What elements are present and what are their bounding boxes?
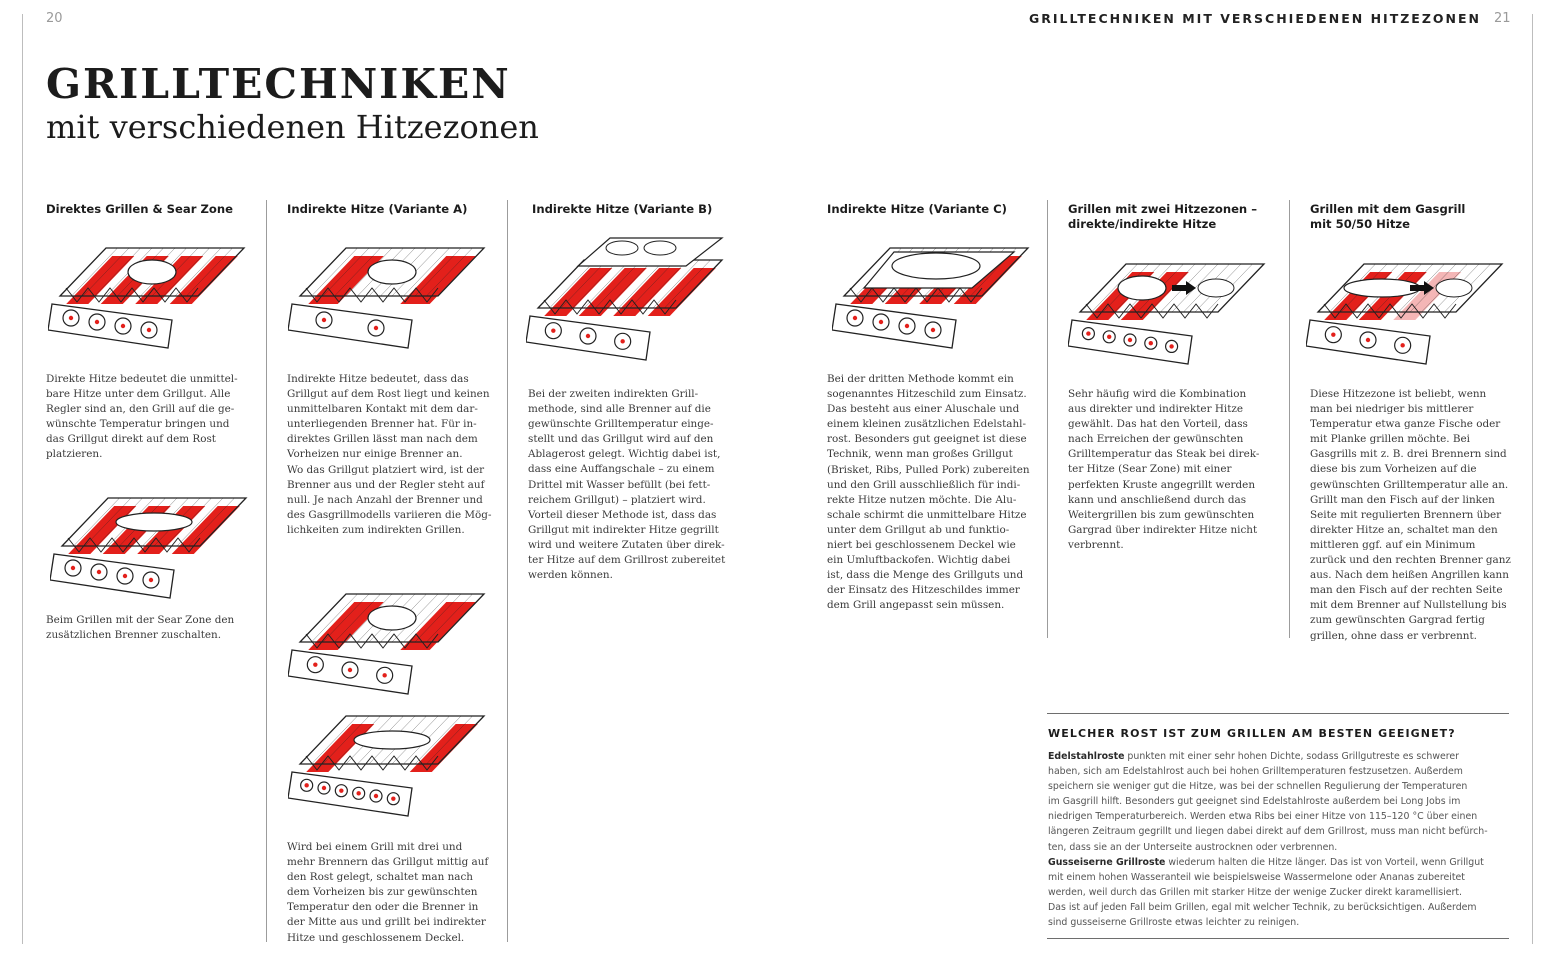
steak	[368, 260, 416, 284]
illustration-two-zone	[1068, 252, 1268, 376]
fish	[1344, 279, 1420, 297]
illustration-indirect-c	[832, 236, 1032, 360]
running-head: GRILLTECHNIKEN MIT VERSCHIEDENEN HITZEZONEN	[1028, 11, 1481, 26]
box-lead-cast-iron: Gusseiserne Grillroste	[1048, 856, 1166, 868]
column-heading-fifty-fifty: Grillen mit dem Gasgrill mit 50/50 Hitze	[1310, 202, 1466, 231]
column-text-indirect-a: Indirekte Hitze bedeutet, dass das Grillgut auf dem Rost liegt und keinen unmittelbaren Kontakt mit dem dar- unterliegenden Brenner hat. Für in- direktes Grillen lässt man nach dem Vorheizen nur einige Brenner an. Wo das Grillgut platziert wird, ist der Brenner aus und der Regler steht auf null. Je nach Anzahl der Brenner und des Gasgrillmodells variieren die Mög- lichkeiten zum indirekten Grillen.	[287, 373, 492, 536]
grill-indirect-a-six	[288, 716, 484, 816]
burner-flame	[308, 256, 383, 304]
column-text-indirect-b: Bei der zweiten indirekten Grill- methode, sind alle Brenner auf die gewünschte Grilltemperatur einge- stellt und das Grillgut wird auf den Ablagerost gelegt. Wichtig dabei ist, dass eine Auffangschale – zu einem Drittel mit Wasser befüllt (bei fett- reichem Grillgut) – platziert wird. Vorteil dieser Methode ist, dass das Grillgut mit indirekter Hitze gegrillt wird und weitere Zutaten über direk- ter Hitze auf dem Grillrost zubereitet werden können.	[528, 388, 726, 582]
box-text-stainless: punkten mit einer sehr hohen Dichte, sodass Grillgutreste es schwerer haben, sich am Edelstahlrost auch bei hohen Grilltemperaturen festzusetzen. Außerdem speichern sie weniger gut die Hitze, was bei der schnellen Regulierung der Temperaturen im Gasgrill hilft. Besonders gut geeignet sind Edelstahlroste außerdem bei Long Jobs im niedrigen Temperaturbereich. Werden etwa Ribs bei einer Hitze von 115–120 °C über einen längeren Zeitraum gegrillt und liegen dabei direkt auf dem Grillrost, muss man nicht befürch- ten, dass sie an der Unterseite austrocknen oder verbrennen.	[1048, 751, 1488, 853]
steak	[644, 241, 676, 255]
column-text-sear-zone: Beim Grillen mit der Sear Zone den zusätzlichen Brenner zuschalten.	[46, 614, 235, 642]
steak	[128, 260, 176, 284]
column-text-indirect-a-2: Wird bei einem Grill mit drei und mehr Brennern das Grillgut mittig auf den Rost gelegt, schaltet man nach dem Vorheizen bis zur gewünschten Temperatur den oder die Brenner in der Mitte aus und grillt bei indirekter Hitze und geschlossenem Deckel.	[287, 841, 489, 944]
column-text-fifty-fifty: Diese Hitzezone ist beliebt, wenn man bei niedriger bis mittlerer Temperatur etwa ganze Fische oder mit Planke grillen möchte. Bei Gasgrills mit z. B. drei Brennern sind diese bis zum Vorheizen auf die gewünschten Grilltemperatur alle an. Grillt man den Fisch auf der linken Seite mit regulierten Brennern über direkter Hitze an, schaltet man den mittleren ggf. auf ein Minimum zurück und den rechten Brenner ganz aus. Nach dem heißen Angrillen kann man den Fisch auf der rechten Seite mit dem Brenner auf Nullstellung bis zum gewünschten Gargrad fertig grillen, ohne dass er verbrennt.	[1310, 388, 1511, 642]
column-text-direct: Direkte Hitze bedeutet die unmittel- bare Hitze unter dem Grillgut. Alle Regler sind an, den Grill auf die ge- wünschte Temperatur bringen und das Grillgut direkt auf dem Rost platzieren.	[46, 373, 238, 461]
box-title: WELCHER ROST IST ZUM GRILLEN AM BESTEN GEEIGNET?	[1048, 727, 1456, 740]
illustration-indirect-a-three	[288, 582, 488, 706]
column-text-two-zone: Sehr häufig wird die Kombination aus direkter und indirekter Hitze gewählt. Das hat den Vorteil, dass nach Erreichen der gewünschten Grilltemperatur das Steak bei direk- ter Hitze (Sear Zone) mit einer perfekten Kruste angegrillt werden kann und anschließend durch das Weitergrillen bis zum gewünschten Gargrad über indirekter Hitze nicht verbrennt.	[1068, 388, 1260, 551]
page-number-left: 20	[46, 11, 63, 26]
column-heading-indirect-a: Indirekte Hitze (Variante A)	[287, 202, 468, 216]
box-text-cast-iron: wiederum halten die Hitze länger. Das ist von Vorteil, wenn Grillgut mit einem hohen Wasseranteil wie beispielsweise Wassermelone oder Ananas zubereitet werden, weil durch das Grillen mit starker Hitze der wenige Zucker direkt karamellisiert. Das ist auf jeden Fall beim Grillen, egal mit welcher Technik, zu berücksichtigen. Außerdem sind gusseiserne Grillroste etwas leichter zu reinigen.	[1048, 856, 1484, 929]
grill-sear-zone	[50, 498, 246, 598]
steak	[606, 241, 638, 255]
steak	[368, 606, 416, 630]
page-edge-right	[1532, 14, 1533, 944]
fish	[354, 731, 430, 749]
grill-fifty-fifty	[1306, 264, 1502, 364]
illustration-indirect-a	[288, 236, 488, 360]
column-rule	[266, 200, 267, 942]
grill-indirect-a	[288, 248, 484, 348]
box-body	[1048, 749, 1510, 930]
column-rule	[507, 200, 508, 942]
grill-two-zone	[1068, 264, 1264, 364]
steak	[1118, 276, 1166, 300]
column-heading-indirect-b: Indirekte Hitze (Variante B)	[532, 202, 713, 216]
illustration-indirect-b	[526, 226, 726, 372]
page-edge-left	[22, 14, 23, 944]
illustration-indirect-a-six	[288, 704, 498, 828]
grill-indirect-c	[832, 248, 1028, 348]
column-text-indirect-c: Bei der dritten Methode kommt ein sogenanntes Hitzeschild zum Einsatz. Das besteht aus einer Aluschale und einem kleinen zusätzlichen Edelstahl- rost. Besonders gut geeignet ist diese Technik, wenn man großes Grillgut (Brisket, Ribs, Pulled Pork) zubereiten und den Grill ausschließlich für indi- rekte Hitze nutzen möchte. Die Alu- schale schirmt die unmittelbare Hitze unter dem Grillgut ab und funktio- niert bei geschlossenem Deckel wie ein Umluftbackofen. Wichtig dabei ist, dass die Menge des Grillguts und der Einsatz des Hitzeschildes immer dem Grill angepasst sein müssen.	[827, 373, 1030, 612]
page-subtitle: mit verschiedenen Hitzezonen	[46, 108, 539, 146]
illustration-direct-heat	[48, 236, 248, 360]
column-rule	[1289, 200, 1290, 638]
grill-direct-heat	[48, 248, 244, 348]
food-second	[1198, 279, 1234, 297]
burner-flame	[308, 602, 383, 650]
box-lead-stainless: Edelstahlroste	[1048, 751, 1125, 762]
brisket	[892, 253, 980, 279]
grill-indirect-a-three	[288, 594, 484, 694]
fish	[116, 513, 192, 531]
box-rule-bottom	[1047, 938, 1509, 939]
grill-indirect-b	[526, 238, 722, 360]
box-rule-top	[1047, 713, 1509, 714]
burner-flame	[410, 724, 478, 772]
illustration-fifty-fifty	[1306, 252, 1506, 376]
column-rule	[1047, 200, 1048, 638]
page-number-right: 21	[1494, 11, 1511, 26]
burner-flame	[306, 724, 374, 772]
food-second	[1436, 279, 1472, 297]
column-heading-direct: Direktes Grillen & Sear Zone	[46, 202, 233, 216]
control-panel	[288, 304, 412, 348]
page-title: GRILLTECHNIKEN	[46, 60, 511, 108]
column-heading-indirect-c: Indirekte Hitze (Variante C)	[827, 202, 1007, 216]
column-heading-two-zone: Grillen mit zwei Hitzezonen – direkte/indirekte Hitze	[1068, 202, 1258, 231]
illustration-sear-zone	[50, 486, 250, 610]
